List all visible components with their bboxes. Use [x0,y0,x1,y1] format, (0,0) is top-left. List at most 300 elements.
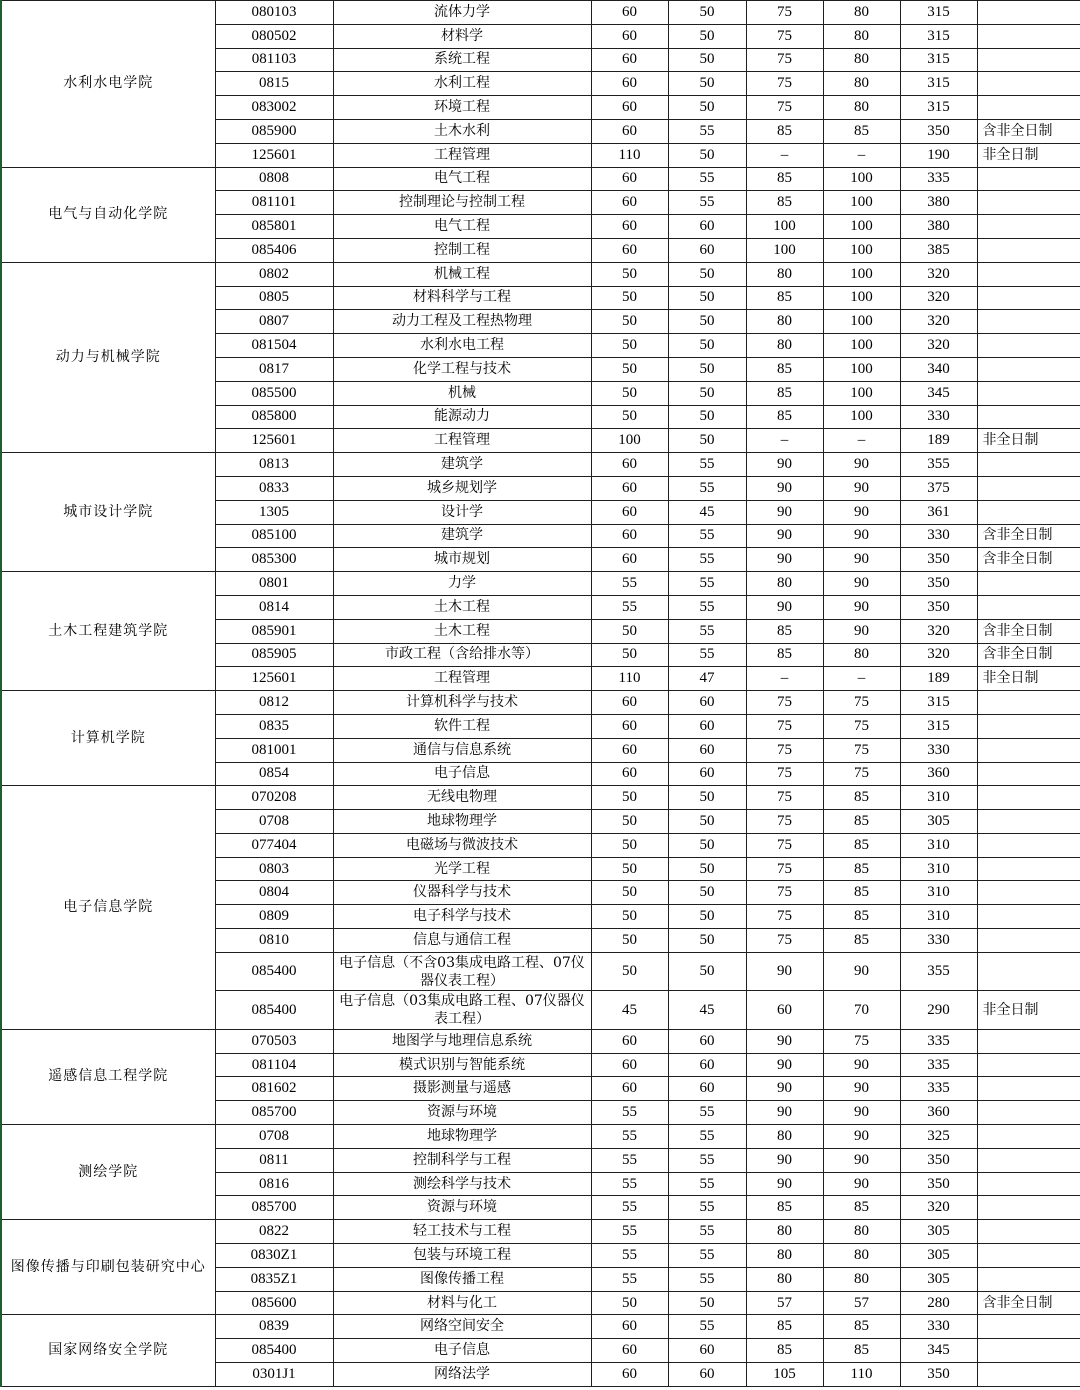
major-name-cell: 设计学 [333,500,591,524]
politics-score-cell: 100 [591,429,668,453]
language-score-cell: 55 [668,453,746,477]
politics-score-cell: 60 [591,476,668,500]
subject2-score-cell: 110 [823,1363,900,1387]
subject1-score-cell: 75 [746,762,823,786]
subject1-score-cell: 90 [746,548,823,572]
subject2-score-cell: 75 [823,714,900,738]
subject2-score-cell: 90 [823,1125,900,1149]
language-score-cell: 60 [668,714,746,738]
subject1-score-cell: 85 [746,286,823,310]
major-code-cell: 0814 [215,595,333,619]
note-cell [977,1339,1080,1363]
language-score-cell: 55 [668,595,746,619]
total-score-cell: 375 [900,476,977,500]
language-score-cell: 50 [668,48,746,72]
major-code-cell: 085800 [215,405,333,429]
language-score-cell: 45 [668,991,746,1030]
note-cell: 非全日制 [977,991,1080,1030]
note-cell [977,238,1080,262]
college-name-cell: 电气与自动化学院 [1,167,215,262]
note-cell [977,1244,1080,1268]
major-code-cell: 0822 [215,1220,333,1244]
subject2-score-cell: 90 [823,1172,900,1196]
total-score-cell: 320 [900,1196,977,1220]
total-score-cell: 189 [900,429,977,453]
total-score-cell: 315 [900,714,977,738]
note-cell [977,714,1080,738]
total-score-cell: 310 [900,881,977,905]
total-score-cell: 350 [900,572,977,596]
politics-score-cell: 50 [591,929,668,953]
subject1-score-cell: 75 [746,72,823,96]
college-name-cell: 遥感信息工程学院 [1,1029,215,1124]
language-score-cell: 50 [668,857,746,881]
politics-score-cell: 50 [591,357,668,381]
note-cell: 非全日制 [977,429,1080,453]
language-score-cell: 50 [668,96,746,120]
politics-score-cell: 60 [591,119,668,143]
subject2-score-cell: 90 [823,1053,900,1077]
total-score-cell: 330 [900,1315,977,1339]
subject2-score-cell: 80 [823,48,900,72]
major-name-cell: 控制科学与工程 [333,1148,591,1172]
politics-score-cell: 50 [591,857,668,881]
language-score-cell: 60 [668,762,746,786]
note-cell [977,1172,1080,1196]
language-score-cell: 50 [668,310,746,334]
major-code-cell: 080502 [215,24,333,48]
note-cell [977,405,1080,429]
politics-score-cell: 50 [591,286,668,310]
note-cell [977,310,1080,334]
total-score-cell: 315 [900,72,977,96]
total-score-cell: 380 [900,215,977,239]
subject2-score-cell: 80 [823,72,900,96]
language-score-cell: 55 [668,643,746,667]
subject2-score-cell: 70 [823,991,900,1030]
note-cell [977,857,1080,881]
note-cell [977,334,1080,358]
language-score-cell: 50 [668,143,746,167]
note-cell: 含非全日制 [977,524,1080,548]
major-code-cell: 081104 [215,1053,333,1077]
note-cell [977,191,1080,215]
politics-score-cell: 60 [591,714,668,738]
major-code-cell: 085300 [215,548,333,572]
subject1-score-cell: 85 [746,619,823,643]
note-cell [977,262,1080,286]
politics-score-cell: 60 [591,1029,668,1053]
subject1-score-cell: 85 [746,643,823,667]
major-name-cell: 信息与通信工程 [333,929,591,953]
major-code-cell: 0815 [215,72,333,96]
language-score-cell: 60 [668,215,746,239]
major-code-cell: 0811 [215,1148,333,1172]
note-cell [977,1315,1080,1339]
subject2-score-cell: 100 [823,262,900,286]
major-code-cell: 080103 [215,1,333,25]
major-code-cell: 0809 [215,905,333,929]
subject1-score-cell: 75 [746,905,823,929]
total-score-cell: 330 [900,405,977,429]
total-score-cell: 315 [900,1,977,25]
college-name-cell: 水利水电学院 [1,1,215,168]
politics-score-cell: 50 [591,1291,668,1315]
note-cell: 非全日制 [977,667,1080,691]
language-score-cell: 50 [668,905,746,929]
major-code-cell: 0803 [215,857,333,881]
politics-score-cell: 50 [591,310,668,334]
total-score-cell: 330 [900,738,977,762]
major-code-cell: 0708 [215,1125,333,1149]
subject1-score-cell: 85 [746,357,823,381]
language-score-cell: 55 [668,619,746,643]
note-cell [977,453,1080,477]
major-code-cell: 125601 [215,429,333,453]
subject1-score-cell: 75 [746,738,823,762]
total-score-cell: 350 [900,1148,977,1172]
politics-score-cell: 60 [591,96,668,120]
major-code-cell: 0839 [215,1315,333,1339]
total-score-cell: 305 [900,1244,977,1268]
total-score-cell: 315 [900,48,977,72]
language-score-cell: 50 [668,429,746,453]
note-cell [977,476,1080,500]
subject2-score-cell: 100 [823,310,900,334]
major-code-cell: 085406 [215,238,333,262]
politics-score-cell: 55 [591,1148,668,1172]
major-code-cell: 085400 [215,991,333,1030]
politics-score-cell: 55 [591,1172,668,1196]
major-name-cell: 测绘科学与技术 [333,1172,591,1196]
note-cell [977,167,1080,191]
major-code-cell: 0830Z1 [215,1244,333,1268]
note-cell [977,810,1080,834]
total-score-cell: 385 [900,238,977,262]
subject2-score-cell: 85 [823,119,900,143]
subject1-score-cell: 90 [746,500,823,524]
subject2-score-cell: 85 [823,810,900,834]
politics-score-cell: 50 [591,905,668,929]
college-name-cell: 测绘学院 [1,1125,215,1220]
subject2-score-cell: 100 [823,405,900,429]
language-score-cell: 50 [668,262,746,286]
total-score-cell: 335 [900,1029,977,1053]
politics-score-cell: 60 [591,238,668,262]
major-name-cell: 通信与信息系统 [333,738,591,762]
table-row [1,1315,1080,1339]
note-cell [977,786,1080,810]
note-cell [977,762,1080,786]
politics-score-cell: 60 [591,500,668,524]
subject1-score-cell: 57 [746,1291,823,1315]
language-score-cell: 55 [668,1148,746,1172]
language-score-cell: 50 [668,24,746,48]
total-score-cell: 305 [900,1267,977,1291]
subject2-score-cell: 90 [823,595,900,619]
table-row [1,786,1080,810]
note-cell: 含非全日制 [977,119,1080,143]
major-name-cell: 系统工程 [333,48,591,72]
total-score-cell: 190 [900,143,977,167]
subject2-score-cell: 100 [823,215,900,239]
major-name-cell: 土木工程 [333,619,591,643]
major-code-cell: 0816 [215,1172,333,1196]
language-score-cell: 50 [668,881,746,905]
language-score-cell: 50 [668,929,746,953]
major-code-cell: 085100 [215,524,333,548]
subject1-score-cell: 80 [746,262,823,286]
table-row [1,691,1080,715]
subject1-score-cell: 75 [746,929,823,953]
major-name-cell: 电子信息（不含03集成电路工程、07仪器仪表工程） [333,952,591,991]
major-name-cell: 工程管理 [333,667,591,691]
language-score-cell: 50 [668,405,746,429]
total-score-cell: 325 [900,1125,977,1149]
major-name-cell: 地球物理学 [333,1125,591,1149]
subject2-score-cell: – [823,667,900,691]
total-score-cell: 340 [900,357,977,381]
major-name-cell: 水利水电工程 [333,334,591,358]
subject1-score-cell: 75 [746,96,823,120]
major-code-cell: 085900 [215,119,333,143]
note-cell [977,905,1080,929]
subject2-score-cell: 80 [823,96,900,120]
major-code-cell: 0301J1 [215,1363,333,1387]
major-code-cell: 081101 [215,191,333,215]
language-score-cell: 55 [668,1172,746,1196]
major-name-cell: 建筑学 [333,524,591,548]
language-score-cell: 55 [668,1101,746,1125]
politics-score-cell: 60 [591,524,668,548]
major-name-cell: 电气工程 [333,167,591,191]
subject2-score-cell: 90 [823,500,900,524]
major-name-cell: 计算机科学与技术 [333,691,591,715]
subject2-score-cell: 90 [823,619,900,643]
total-score-cell: 320 [900,286,977,310]
politics-score-cell: 50 [591,952,668,991]
language-score-cell: 60 [668,738,746,762]
major-code-cell: 0833 [215,476,333,500]
language-score-cell: 50 [668,810,746,834]
note-cell [977,929,1080,953]
politics-score-cell: 60 [591,1077,668,1101]
subject2-score-cell: 90 [823,572,900,596]
major-name-cell: 工程管理 [333,143,591,167]
politics-score-cell: 55 [591,1244,668,1268]
subject1-score-cell: 90 [746,595,823,619]
subject2-score-cell: 90 [823,1148,900,1172]
major-code-cell: 085400 [215,1339,333,1363]
note-cell [977,833,1080,857]
major-name-cell: 控制工程 [333,238,591,262]
total-score-cell: 320 [900,643,977,667]
major-code-cell: 085600 [215,1291,333,1315]
politics-score-cell: 60 [591,1,668,25]
total-score-cell: 320 [900,619,977,643]
language-score-cell: 50 [668,786,746,810]
politics-score-cell: 50 [591,810,668,834]
major-name-cell: 无线电物理 [333,786,591,810]
major-code-cell: 081001 [215,738,333,762]
subject1-score-cell: 90 [746,1077,823,1101]
subject2-score-cell: 100 [823,191,900,215]
table-row [1,1220,1080,1244]
subject2-score-cell: 80 [823,1244,900,1268]
language-score-cell: 60 [668,1029,746,1053]
politics-score-cell: 60 [591,548,668,572]
major-code-cell: 081103 [215,48,333,72]
language-score-cell: 50 [668,1,746,25]
major-name-cell: 电子信息（03集成电路工程、07仪器仪表工程） [333,991,591,1030]
major-code-cell: 0813 [215,453,333,477]
college-name-cell: 土木工程建筑学院 [1,572,215,691]
major-code-cell: 0807 [215,310,333,334]
subject2-score-cell: 90 [823,548,900,572]
major-name-cell: 能源动力 [333,405,591,429]
note-cell: 含非全日制 [977,1291,1080,1315]
subject1-score-cell: 90 [746,952,823,991]
total-score-cell: 305 [900,1220,977,1244]
note-cell [977,572,1080,596]
politics-score-cell: 45 [591,991,668,1030]
subject1-score-cell: 80 [746,1220,823,1244]
total-score-cell: 335 [900,167,977,191]
major-code-cell: 070208 [215,786,333,810]
total-score-cell: 350 [900,548,977,572]
subject2-score-cell: 85 [823,1196,900,1220]
table-row [1,1125,1080,1149]
table-row [1,1,1080,25]
college-name-cell: 计算机学院 [1,691,215,786]
major-code-cell: 0801 [215,572,333,596]
politics-score-cell: 50 [591,405,668,429]
politics-score-cell: 50 [591,833,668,857]
subject2-score-cell: 80 [823,643,900,667]
subject1-score-cell: – [746,429,823,453]
subject1-score-cell: 90 [746,1101,823,1125]
politics-score-cell: 50 [591,262,668,286]
subject1-score-cell: 85 [746,191,823,215]
language-score-cell: 55 [668,191,746,215]
major-name-cell: 建筑学 [333,453,591,477]
total-score-cell: 335 [900,1077,977,1101]
major-name-cell: 工程管理 [333,429,591,453]
major-name-cell: 摄影测量与遥感 [333,1077,591,1101]
politics-score-cell: 60 [591,215,668,239]
total-score-cell: 280 [900,1291,977,1315]
subject1-score-cell: 85 [746,167,823,191]
major-name-cell: 电子信息 [333,1339,591,1363]
major-name-cell: 水利工程 [333,72,591,96]
note-cell [977,1053,1080,1077]
note-cell: 含非全日制 [977,643,1080,667]
note-cell [977,1101,1080,1125]
subject1-score-cell: 75 [746,857,823,881]
table-row [1,453,1080,477]
politics-score-cell: 55 [591,1125,668,1149]
subject1-score-cell: 85 [746,119,823,143]
subject2-score-cell: 100 [823,334,900,358]
politics-score-cell: 55 [591,1267,668,1291]
total-score-cell: 320 [900,334,977,358]
language-score-cell: 50 [668,357,746,381]
major-name-cell: 机械 [333,381,591,405]
politics-score-cell: 55 [591,595,668,619]
subject1-score-cell: – [746,667,823,691]
major-code-cell: 0810 [215,929,333,953]
subject1-score-cell: 90 [746,1172,823,1196]
total-score-cell: 290 [900,991,977,1030]
language-score-cell: 60 [668,1339,746,1363]
language-score-cell: 60 [668,1077,746,1101]
politics-score-cell: 55 [591,1220,668,1244]
major-name-cell: 电子信息 [333,762,591,786]
politics-score-cell: 110 [591,143,668,167]
subject2-score-cell: 75 [823,1029,900,1053]
language-score-cell: 50 [668,952,746,991]
total-score-cell: 380 [900,191,977,215]
note-cell [977,1148,1080,1172]
politics-score-cell: 60 [591,1363,668,1387]
major-code-cell: 070503 [215,1029,333,1053]
subject1-score-cell: 75 [746,810,823,834]
subject1-score-cell: 75 [746,714,823,738]
major-name-cell: 模式识别与智能系统 [333,1053,591,1077]
major-name-cell: 图像传播工程 [333,1267,591,1291]
subject1-score-cell: 85 [746,381,823,405]
note-cell [977,96,1080,120]
subject2-score-cell: 85 [823,786,900,810]
major-code-cell: 0854 [215,762,333,786]
major-name-cell: 地图学与地理信息系统 [333,1029,591,1053]
subject2-score-cell: 75 [823,738,900,762]
politics-score-cell: 110 [591,667,668,691]
subject1-score-cell: 90 [746,453,823,477]
total-score-cell: 360 [900,762,977,786]
note-cell [977,1363,1080,1387]
college-name-cell: 国家网络安全学院 [1,1315,215,1386]
subject1-score-cell: 80 [746,310,823,334]
note-cell [977,381,1080,405]
major-name-cell: 光学工程 [333,857,591,881]
language-score-cell: 60 [668,1363,746,1387]
subject1-score-cell: 105 [746,1363,823,1387]
note-cell: 含非全日制 [977,548,1080,572]
total-score-cell: 320 [900,310,977,334]
major-name-cell: 城乡规划学 [333,476,591,500]
major-code-cell: 081504 [215,334,333,358]
language-score-cell: 60 [668,691,746,715]
major-name-cell: 仪器科学与技术 [333,881,591,905]
language-score-cell: 55 [668,119,746,143]
subject2-score-cell: 100 [823,238,900,262]
major-code-cell: 085905 [215,643,333,667]
subject1-score-cell: 90 [746,524,823,548]
major-name-cell: 资源与环境 [333,1101,591,1125]
subject1-score-cell: 75 [746,48,823,72]
politics-score-cell: 60 [591,24,668,48]
subject2-score-cell: 80 [823,24,900,48]
note-cell [977,1125,1080,1149]
politics-score-cell: 55 [591,1196,668,1220]
politics-score-cell: 60 [591,691,668,715]
college-name-cell: 图像传播与印刷包装研究中心 [1,1220,215,1315]
major-name-cell: 土木水利 [333,119,591,143]
politics-score-cell: 60 [591,1339,668,1363]
subject2-score-cell: 90 [823,476,900,500]
college-name-cell: 动力与机械学院 [1,262,215,452]
